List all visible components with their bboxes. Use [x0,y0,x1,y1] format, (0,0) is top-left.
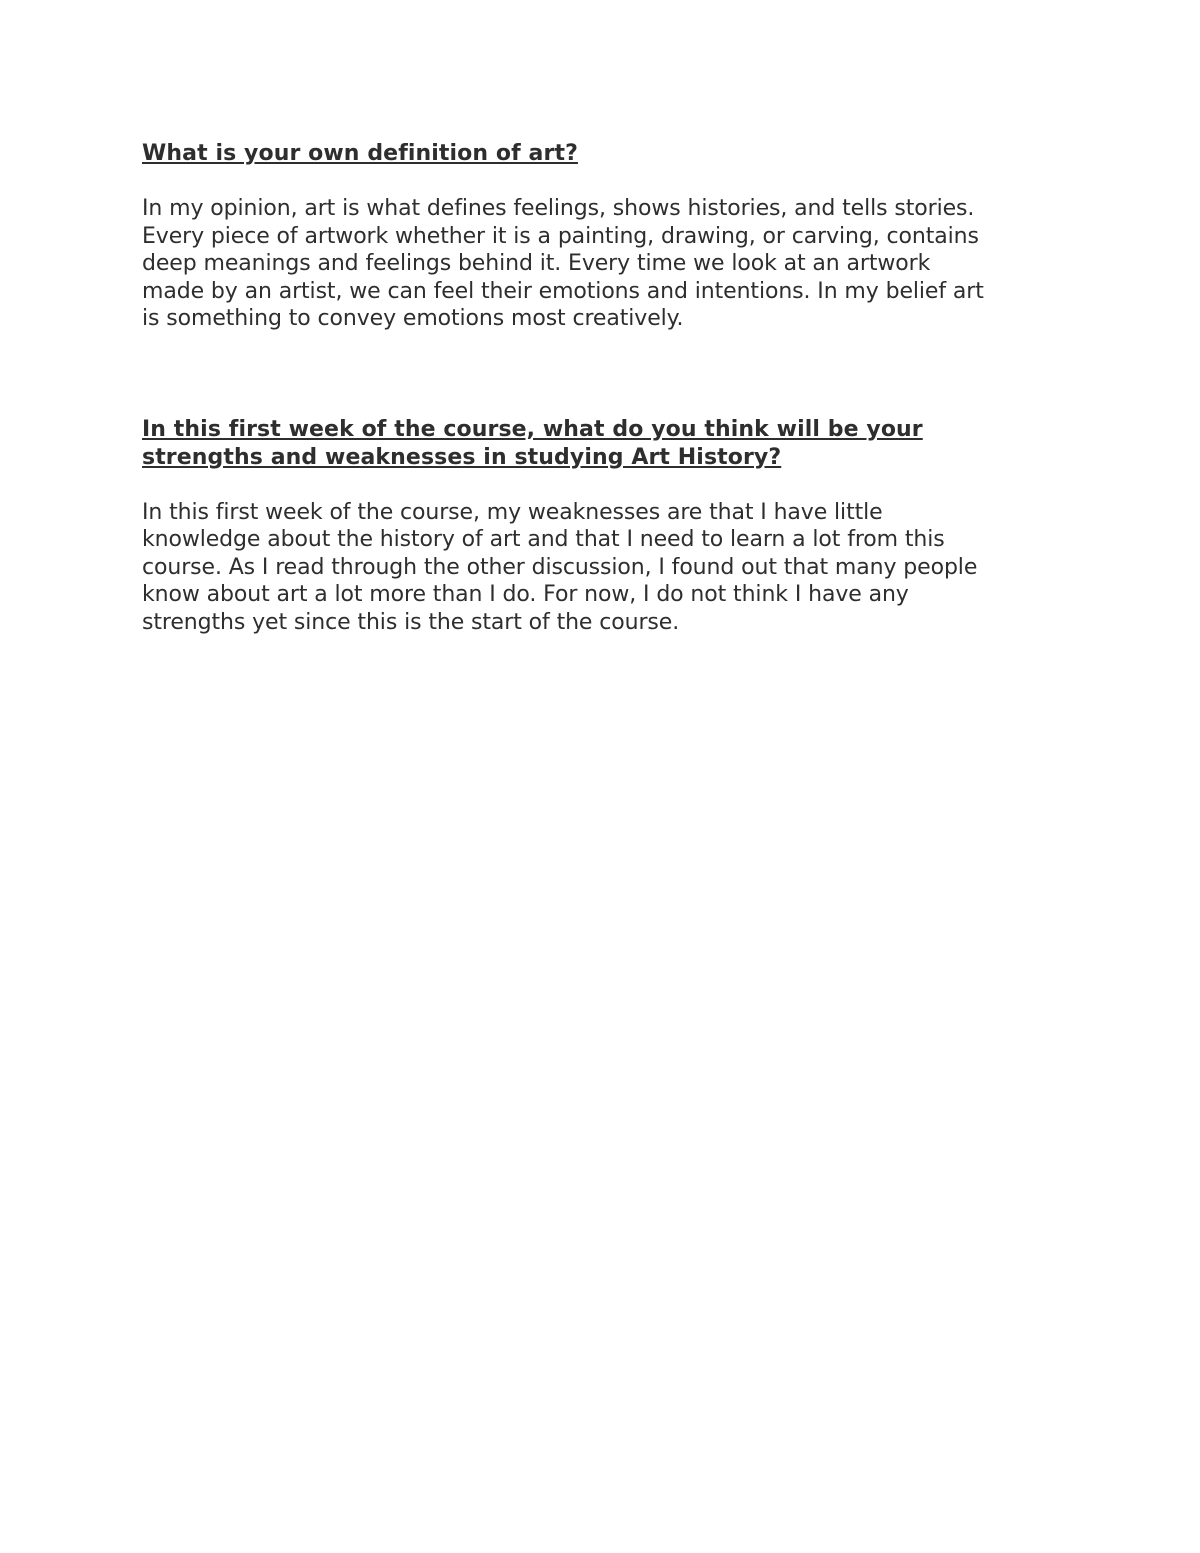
answer-line: Every piece of artwork whether it is a painting, drawing, or carving, contains [142,223,979,249]
question-line: In this first week of the course, what do you think will be your [142,416,923,442]
question-line: strengths and weaknesses in studying Art History? [142,444,782,470]
answer-line: knowledge about the history of art and that I need to learn a lot from this [142,527,945,552]
answer-line: course. As I read through the other discussion, I found out that many people [142,554,978,580]
answer-line: In my opinion, art is what defines feelings, shows histories, and tells stories. [142,196,975,221]
question-heading [142,416,1072,472]
section-art-definition [142,140,1072,333]
answer-line: strengths yet since this is the start of the course. [142,609,680,635]
answer-line: deep meanings and feelings behind it. Every time we look at an artwork [142,251,931,276]
document-body [142,140,1072,636]
answer-line: know about art a lot more than I do. For now, I do not think I have any [142,582,909,607]
answer-paragraph [142,195,1072,333]
answer-line: made by an artist, we can feel their emotions and intentions. In my belief art [142,278,984,304]
section-strengths-weaknesses [142,416,1072,637]
question-line: What is your own definition of art? [142,141,578,166]
question-heading [142,140,1072,168]
answer-line: In this first week of the course, my weaknesses are that I have little [142,499,883,525]
answer-paragraph [142,499,1072,637]
answer-line: is something to convey emotions most creatively. [142,306,684,331]
